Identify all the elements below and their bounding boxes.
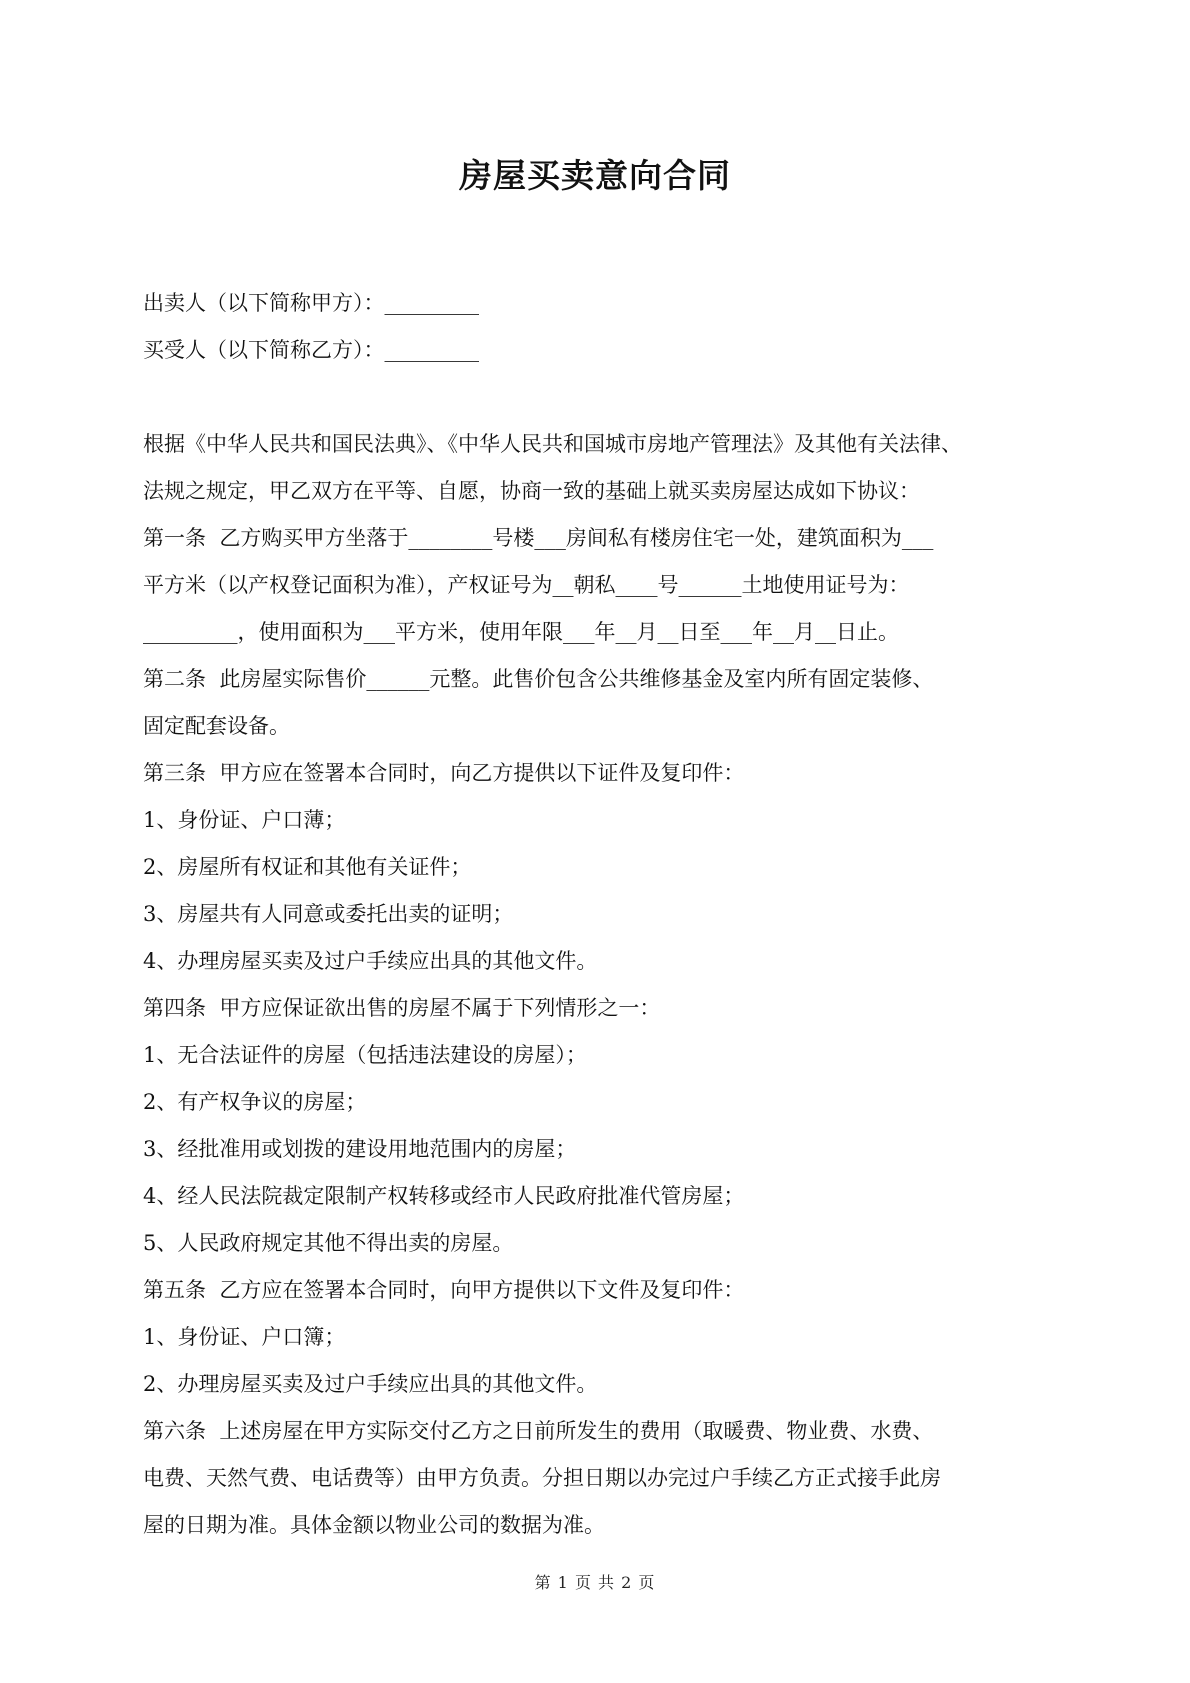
- clause-line: _________，使用面积为___平方米，使用年限___年__月__日至___年__月__日止。: [143, 620, 899, 644]
- clause-line: 2、房屋所有权证和其他有关证件；: [143, 855, 472, 879]
- clause-line: 第一条 乙方购买甲方坐落于________号楼___房间私有楼房住宅一处，建筑面积为___: [143, 526, 934, 550]
- clause-line: 2、有产权争议的房屋；: [143, 1090, 367, 1114]
- paragraph-gap: [143, 374, 1053, 421]
- page-title: 房屋买卖意向合同: [459, 156, 731, 195]
- clause-line: 固定配套设备。: [143, 714, 290, 738]
- clause-line: 1、无合法证件的房屋（包括违法建设的房屋）；: [143, 1043, 587, 1067]
- clause-line: 根据《中华人民共和国民法典》、《中华人民共和国城市房地产管理法》及其他有关法律、: [143, 432, 962, 456]
- party-seller: 出卖人（以下简称甲方）：_________: [143, 291, 479, 315]
- clause-line: 电费、天然气费、电话费等）由甲方负责。分担日期以办完过户手续乙方正式接手此房: [143, 1466, 941, 1490]
- clause-line: 1、身份证、户口薄；: [143, 808, 346, 832]
- clause-line: 3、房屋共有人同意或委托出卖的证明；: [143, 902, 514, 926]
- clause-line: 5、人民政府规定其他不得出卖的房屋。: [143, 1231, 514, 1255]
- clause-line: 第三条 甲方应在签署本合同时，向乙方提供以下证件及复印件：: [143, 761, 745, 785]
- clause-line: 1、身份证、户口簿；: [143, 1325, 346, 1349]
- party-buyer: 买受人（以下简称乙方）：_________: [143, 338, 479, 362]
- page-footer: 第 1 页 共 2 页: [534, 1573, 656, 1592]
- clause-line: 第六条 上述房屋在甲方实际交付乙方之日前所发生的费用（取暖费、物业费、水费、: [143, 1419, 934, 1443]
- clause-line: 第二条 此房屋实际售价______元整。此售价包含公共维修基金及室内所有固定装修、: [143, 667, 934, 691]
- clause-line: 第五条 乙方应在签署本合同时，向甲方提供以下文件及复印件：: [143, 1278, 745, 1302]
- clause-line: 2、办理房屋买卖及过户手续应出具的其他文件。: [143, 1372, 598, 1396]
- clause-line: 3、经批准用或划拨的建设用地范围内的房屋；: [143, 1137, 577, 1161]
- document-body: [143, 280, 1053, 1549]
- clause-line: 平方米（以产权登记面积为准），产权证号为__朝私____号______土地使用证号为：: [143, 573, 910, 597]
- clause-line: 4、办理房屋买卖及过户手续应出具的其他文件。: [143, 949, 598, 973]
- clause-line: 法规之规定，甲乙双方在平等、自愿，协商一致的基础上就买卖房屋达成如下协议：: [143, 479, 920, 503]
- clause-line: 第四条 甲方应保证欲出售的房屋不属于下列情形之一：: [143, 996, 661, 1020]
- clause-line: 屋的日期为准。具体金额以物业公司的数据为准。: [143, 1513, 605, 1537]
- clauses: [143, 421, 1053, 1549]
- clause-line: 4、经人民法院裁定限制产权转移或经市人民政府批准代管房屋；: [143, 1184, 745, 1208]
